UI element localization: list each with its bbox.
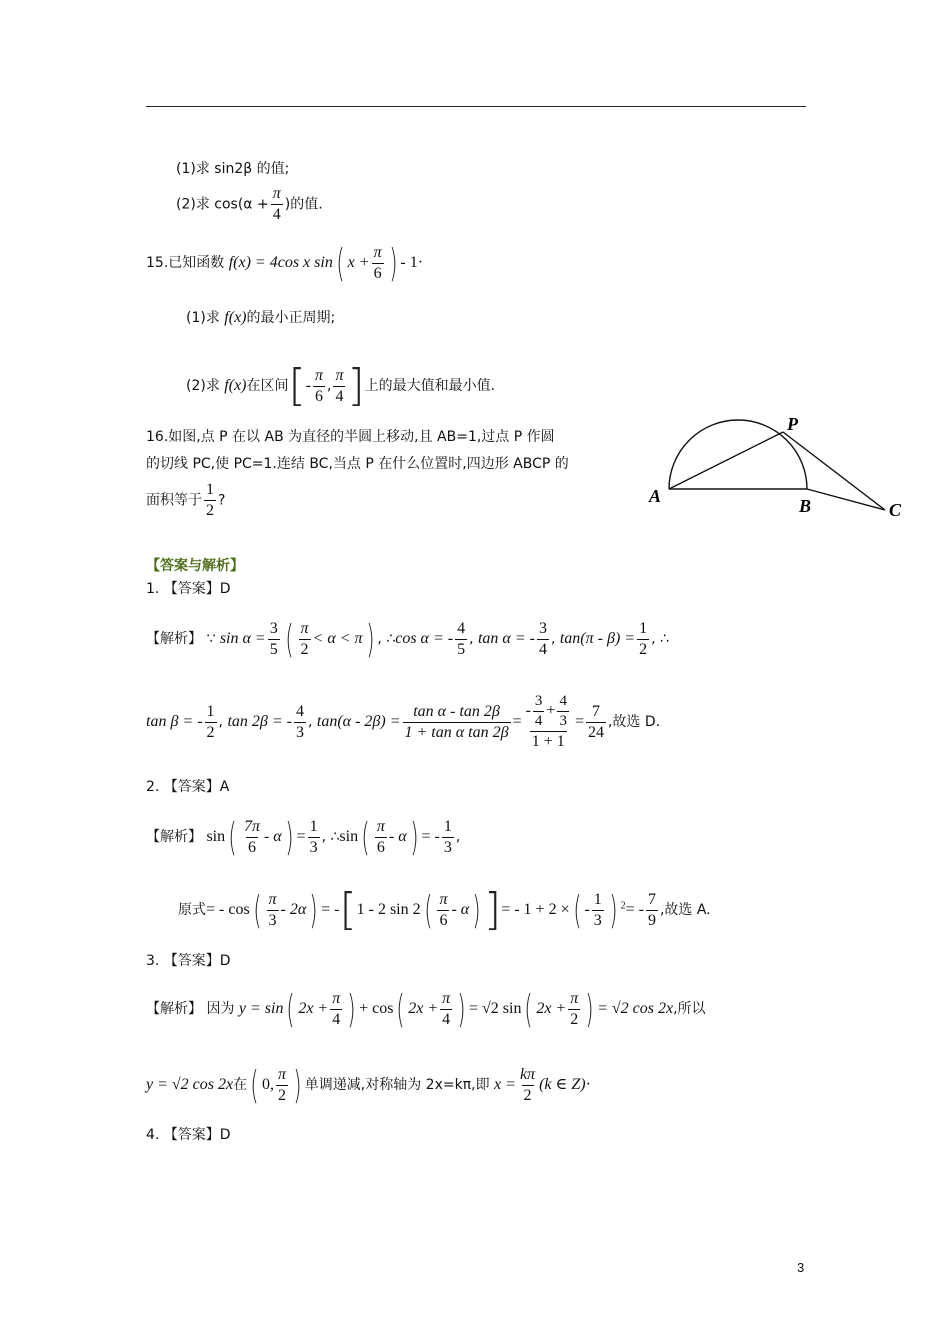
label-p: P [787, 414, 798, 434]
a3-explanation-line2: y = √2 cos 2x在( 0, $\frac{\pi}{2}$ ) 单调递减,对称轴为 2x=kπ,即 x = $\frac{k\pi}{2}$ (k ∈ Z)· [146, 1063, 591, 1107]
a1-explanation-line1: 【解析】 ∵ sin α = $\frac{3}{5}$ ( $\frac{\pi}{2}$ < α < π) , ∴cos α = - $\frac{4}{5}$ , tan α = - $\frac{3}{4}$ , tan(π - β) = $\frac{1}{2}$ , ∴ [146, 617, 669, 661]
q15-statement: 15.已知函数 f(x) = 4cos x sin( x + $\frac{\pi}{6}$ ) - 1· [146, 241, 424, 285]
a1-answer: 1. 【答案】D [146, 581, 231, 597]
a4-answer: 4. 【答案】D [146, 1127, 231, 1143]
a1-explanation-line2: tan β = - $\frac{1}{2}$ , tan 2β = - $\frac{4}{3}$ , tan(α - 2β) = $\frac{\text{tan α - tan 2β}}{\text{1 + tan α tan 2β}}$ = - $\frac{3}{4}$ + $\frac{4}{3}$ 1 + 1 = $\frac{7}{24}$ ,故选 D. [146, 693, 661, 750]
a2-explanation-line1: 【解析】 sin( $\frac{7\pi}{6}$ - α) = $\frac{1}{3}$ , ∴sin( $\frac{\pi}{6}$ - α) = - $\frac{1}{3}$ , [146, 815, 461, 859]
page-number: 3 [797, 1260, 805, 1275]
a2-explanation-line2: 原式= - cos( $\frac{\pi}{3}$ - 2α) = -[1 - 2 sin 2( $\frac{\pi}{6}$ - α)]= - 1 + 2 ×( - $\frac{1}{3}$ ) $^2$= - $\frac{7}{9}$ ,故选 A. [178, 884, 711, 935]
a3-explanation-line1: 【解析】 因为 y = sin( 2x + $\frac{\pi}{4}$ ) + cos( 2x + $\frac{\pi}{4}$ ) = √2 sin( 2x + $\frac{\pi}{2}$ ) = √2 cos 2x,所以 [146, 987, 706, 1031]
segment-bc [807, 489, 885, 510]
q15-part2: (2)求 f(x)在区间[- $\frac{\pi}{6}$ , $\frac{\pi}{4}$ ]上的最大值和最小值. [186, 360, 496, 411]
header-rule [146, 106, 806, 107]
q14-part2: (2)求 cos(α + $\frac{\pi}{4}$ )的值. [176, 185, 323, 223]
segment-ap [669, 432, 783, 489]
label-b: B [799, 496, 812, 516]
a2-answer: 2. 【答案】A [146, 779, 230, 795]
semicircle-figure [645, 410, 915, 525]
q16-line1: 16.如图,点 P 在以 AB 为直径的半圆上移动,且 AB=1,过点 P 作圆 [146, 429, 555, 445]
q16-line2: 的切线 PC,使 PC=1.连结 BC,当点 P 在什么位置时,四边形 ABCP 的 [146, 456, 569, 472]
label-a: A [649, 486, 662, 506]
answers-heading: 【答案与解析】 [146, 558, 244, 574]
q16-line3: 面积等于 $\frac{1}{2}$ ? [146, 481, 226, 519]
label-c: C [889, 500, 902, 520]
q14-part1: (1)求 sin2β 的值; [176, 161, 290, 177]
q15-part1: (1)求 f(x)的最小正周期; [186, 309, 336, 326]
a3-answer: 3. 【答案】D [146, 953, 231, 969]
